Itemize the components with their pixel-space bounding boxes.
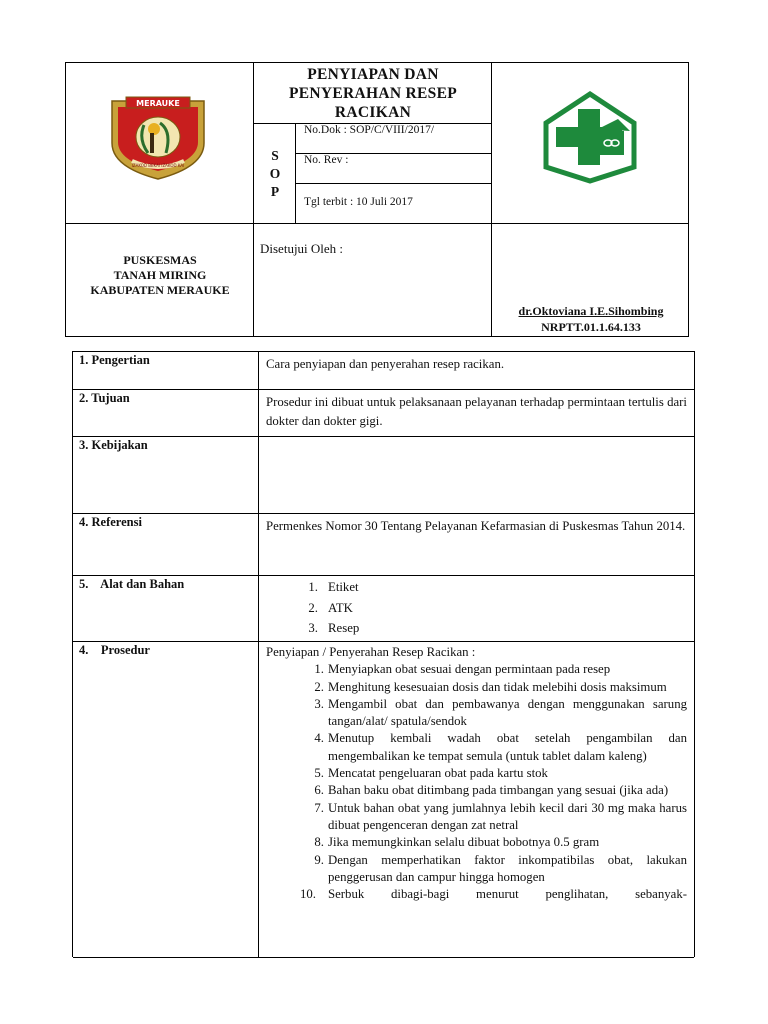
puskesmas-logo [540,91,640,185]
doctor-nrptt: NRPTT.01.1.64.133 [541,320,641,334]
divider [66,223,688,224]
puskesmas-line: PUSKESMAS [123,253,197,267]
section-text-pengertian: Cara penyiapan dan penyerahan resep racikan. [266,357,505,371]
list-item: 1. Etiket [308,580,359,594]
section-text-referensi: Permenkes Nomor 30 Tentang Pelayanan Kefarmasian di Puskesmas Tahun 2014. [266,519,686,533]
doctor-name: dr.Oktoviana I.E.Sihombing [518,304,664,318]
sop-content-table [72,351,695,957]
list-item: 4. Menutup kembali wadah obat setelah pengambilan dan mengembalikan ke tempat semula (untuk tablet dalam kaleng) [314,731,687,763]
sop-letter: O [269,166,281,181]
puskesmas-line: KABUPATEN MERAUKE [90,283,230,297]
prosedur-intro: Penyiapan / Penyerahan Resep Racikan : [266,645,476,659]
list-item: 9. Dengan memperhatikan faktor inkompatibilas obat, lakukan penggerusan dan campur hingga homogen [314,852,687,884]
section-label-referensi: 4. Referensi [79,515,142,529]
revision-number: No. Rev : [304,154,349,166]
signatory [492,303,690,335]
sop-label [254,147,296,201]
list-item: 10. Serbuk dibagi-bagi menurut penglihatan, sebanyak- [300,887,687,902]
divider [73,957,694,958]
section-label-prosedur: 4. Prosedur [79,643,150,657]
title-line: PENYIAPAN DAN [307,66,439,83]
section-label-kebijakan: 3. Kebijakan [79,438,148,452]
svg-text:MERAUKE: MERAUKE [136,99,180,108]
puskesmas-line: TANAH MIRING [113,268,207,282]
divider [73,436,694,437]
list-item: 2. ATK [308,600,353,615]
document-title [254,63,492,122]
list-item: 1. Menyiapkan obat sesuai dengan permintaan pada resep [314,662,611,677]
doc-number: No.Dok : SOP/C/VIII/2017/ [304,124,435,136]
section-label-tujuan: 2. Tujuan [79,391,130,405]
puskesmas-name [66,253,254,298]
title-line: RACIKAN [334,104,412,121]
divider [258,352,259,957]
title-line: PENYERAHAN RESEP [289,85,457,102]
divider [73,641,694,642]
issue-date: Tgl terbit : 10 Juli 2017 [304,196,413,208]
divider [73,389,694,390]
section-label-pengertian: 1. Pengertian [79,353,150,367]
approved-by-label: Disetujui Oleh : [260,241,344,256]
divider [73,575,694,576]
sop-letter: P [270,184,280,199]
prosedur-list [266,644,687,903]
list-item: 3. Resep [308,621,360,635]
list-item: 2. Menghitung kesesuaian dosis dan tidak melebihi dosis maksimum [314,679,667,694]
list-item: 7. Untuk bahan obat yang jumlahnya lebih kecil dari 30 mg maka harus dibuat pengenceran dengan zat netral [314,800,687,832]
svg-text:IZAKOD BEKAI IZAKOD KAI: IZAKOD BEKAI IZAKOD KAI [131,163,185,168]
merauke-logo [108,95,208,181]
section-text-tujuan: Prosedur ini dibuat untuk pelaksanaan pelayanan terhadap permintaan tertulis dari dokter dan dokter gigi. [266,395,687,428]
sop-letter: S [271,148,279,163]
header-table [65,62,689,337]
list-item: 6. Bahan baku obat ditimbang pada timbangan yang sesuai (jika ada) [314,783,669,798]
alat-list [266,577,687,639]
divider [296,183,491,184]
list-item: 8. Jika memungkinkan selalu dibuat bobotnya 0.5 gram [314,835,600,850]
list-item: 5. Mencatat pengeluaran obat pada kartu stok [314,766,548,781]
list-item: 3. Mengambil obat dan pembawanya dengan menggunakan sarung tangan/alat/ spatula/sendok [314,696,687,729]
divider [73,513,694,514]
section-label-alat: 5. Alat dan Bahan [79,577,185,591]
